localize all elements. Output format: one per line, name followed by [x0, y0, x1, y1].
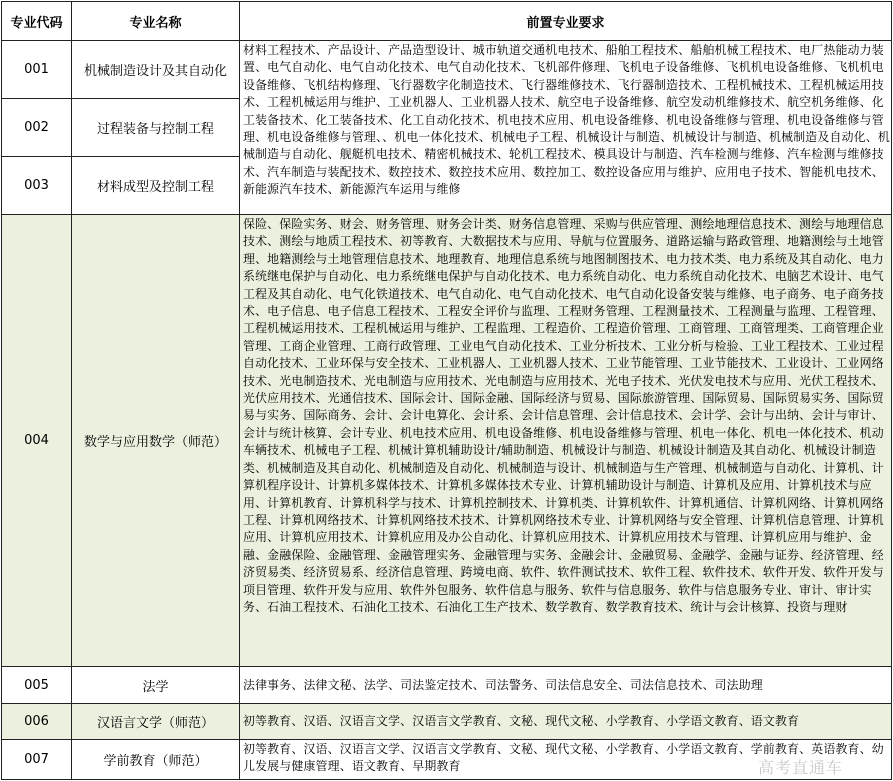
requirement-law: 法律事务、法律文秘、法学、司法鉴定技术、司法警务、司法信息安全、司法信息技术、司法助理: [240, 667, 892, 704]
major-name: 过程装备与控制工程: [72, 99, 240, 157]
table-row-001: [2, 41, 892, 99]
watermark-text: 高考直通车: [758, 758, 844, 777]
major-name: 学前教育（师范）: [72, 740, 240, 780]
major-code: 006: [2, 704, 72, 740]
major-name: 数学与应用数学（师范）: [72, 215, 240, 667]
requirement-preschool: 初等教育、汉语、汉语言文学、汉语言文学教育、文秘、现代文秘、小学教育、小学语文教育、学前教育、英语教育、幼儿发展与健康管理、语文教育、早期教育: [240, 740, 892, 780]
table-row-004: [2, 215, 892, 667]
major-code: 005: [2, 667, 72, 704]
prerequisite-majors-table: [1, 1, 892, 780]
header-code: 专业代码: [2, 2, 72, 41]
major-code: 003: [2, 157, 72, 215]
requirement-engineering: 材料工程技术、产品设计、产品造型设计、城市轨道交通机电技术、船舶工程技术、船舶机械工程技术、电厂热能动力装置、电气自动化、电气自动化技术、电气自动化技术、飞机部件修理、飞机电子设备维修、飞机机电设备维修、飞机机电设备维修、飞机结构修理、飞行器数字化制造技术、飞行器维修技术、飞行器制造技术、工程机械技术、工程机械运用技术、工程机械运用与维护、工业机器人、工业机器人技术、航空电子设备维修、航空发动机维修技术、航空机务维修、化工装备技术、化工装备技术、化工自动化技术、机电技术应用、机电设备维修、机电设备维修与管理、机电设备维修与管理、机电设备维修与管理、、机电一体化技术、机械电子工程、机械设计与制造、机械设计与制造、机械制造及自动化、机械制造与自动化、舰艇机电技术、精密机械技术、轮机工程技术、模具设计与制造、汽车检测与维修、汽车检测与维修技术、汽车制造与装配技术、数控技术、数控技术应用、数控加工、数控设备应用与维护、应用电子技术、智能机电技术、新能源汽车技术、新能源汽车运用与维修: [240, 41, 892, 215]
major-code: 004: [2, 215, 72, 667]
major-code: 007: [2, 740, 72, 780]
header-requirement: 前置专业要求: [240, 2, 892, 41]
header-name: 专业名称: [72, 2, 240, 41]
major-name: 法学: [72, 667, 240, 704]
requirement-chinese: 初等教育、汉语、汉语言文学、汉语言文学教育、文秘、现代文秘、小学教育、小学语文教育、语文教育: [240, 704, 892, 740]
major-name: 材料成型及控制工程: [72, 157, 240, 215]
table-header-row: [2, 2, 892, 41]
major-name: 汉语言文学（师范）: [72, 704, 240, 740]
major-code: 001: [2, 41, 72, 99]
major-name: 机械制造设计及其自动化: [72, 41, 240, 99]
requirement-math: 保险、保险实务、财会、财务管理、财务会计类、财务信息管理、采购与供应管理、测绘地理信息技术、测绘与地理信息技术、测绘与地质工程技术、初等教育、大数据技术与应用、导航与位置服务、道路运输与路政管理、地籍测绘与土地管理、地籍测绘与土地管理信息技术、地理教育、地理信息系统与地图制图技术、电力技术类、电力系统及其自动化、电力系统继电保护与自动化、电力系统继电保护与自动化技术、电力系统自动化、电力系统自动化技术、电脑艺术设计、电气工程及其自动化、电气化铁道技术、电气自动化、电气自动化技术、电气自动化设备安装与维修、电子商务、电子商务技术、电子信息、电子信息工程技术、工程安全评价与监理、工程财务管理、工程测量技术、工程测量与监理、工程管理、工程机械运用技术、工程机械运用与维护、工程监理、工程造价、工程造价管理、工商管理、工商管理类、工商管理企业管理、工商企业管理、工商行政管理、工业电气自动化技术、工业分析技术、工业分析与检验、工业工程技术、工业过程自动化技术、工业环保与安全技术、工业机器人、工业机器人技术、工业节能管理、工业节能技术、工业设计、工业网络技术、光电制造技术、光电制造与应用技术、光电制造与应用技术、光电子技术、光伏发电技术与应用、光伏工程技术、光伏应用技术、光通信技术、国际会计、国际金融、国际经济与贸易、国际旅游管理、国际贸易、国际贸易实务、国际贸易与实务、国际商务、会计、会计电算化、会计系、会计信息管理、会计信息技术、会计学、会计与出纳、会计与审计、会计与统计核算、会计专业、机电技术应用、机电设备维修、机电设备维修与管理、机电一体化、机电一体化技术、机动车辆技术、机械电子工程、机械计算机辅助设计/辅助制造、机械设计与制造、机械设计制造及其自动化、机械设计制造类、机械制造及其自动化、机械制造及自动化、机械制造与设计、机械制造与生产管理、机械制造与自动化、计算机、计算机程序设计、计算机多媒体技术、计算机多媒体技术专业、计算机辅助设计与制造、计算机及应用、计算机技术与应用、计算机教育、计算机科学与技术、计算机控制技术、计算机类、计算机软件、计算机通信、计算机网络、计算机网络工程、计算机网络技术、计算机网络技术技术、计算机网络技术专业、计算机网络与安全管理、计算机信息管理、计算机应用、计算机应用技术、计算机应用及办公自动化、计算机应用技术、计算机应用技术与管理、计算机应用与维护、金融、金融保险、金融管理、金融管理实务、金融管理与实务、金融会计、金融贸易、金融学、金融与证券、经济管理、经济贸易类、经济贸易系、经济信息管理、跨境电商、软件、软件测试技术、软件工程、软件技术、软件开发、软件开发与项目管理、软件开发与应用、软件外包服务、软件信息与服务、软件与信息服务、软件与信息服务专业、审计、审计实务、石油工程技术、石油化工技术、石油化工生产技术、数学教育、数学教育技术、统计与会计核算、投资与理财: [240, 215, 892, 667]
major-code: 002: [2, 99, 72, 157]
table-row-006: [2, 704, 892, 740]
table-row-005: [2, 667, 892, 704]
